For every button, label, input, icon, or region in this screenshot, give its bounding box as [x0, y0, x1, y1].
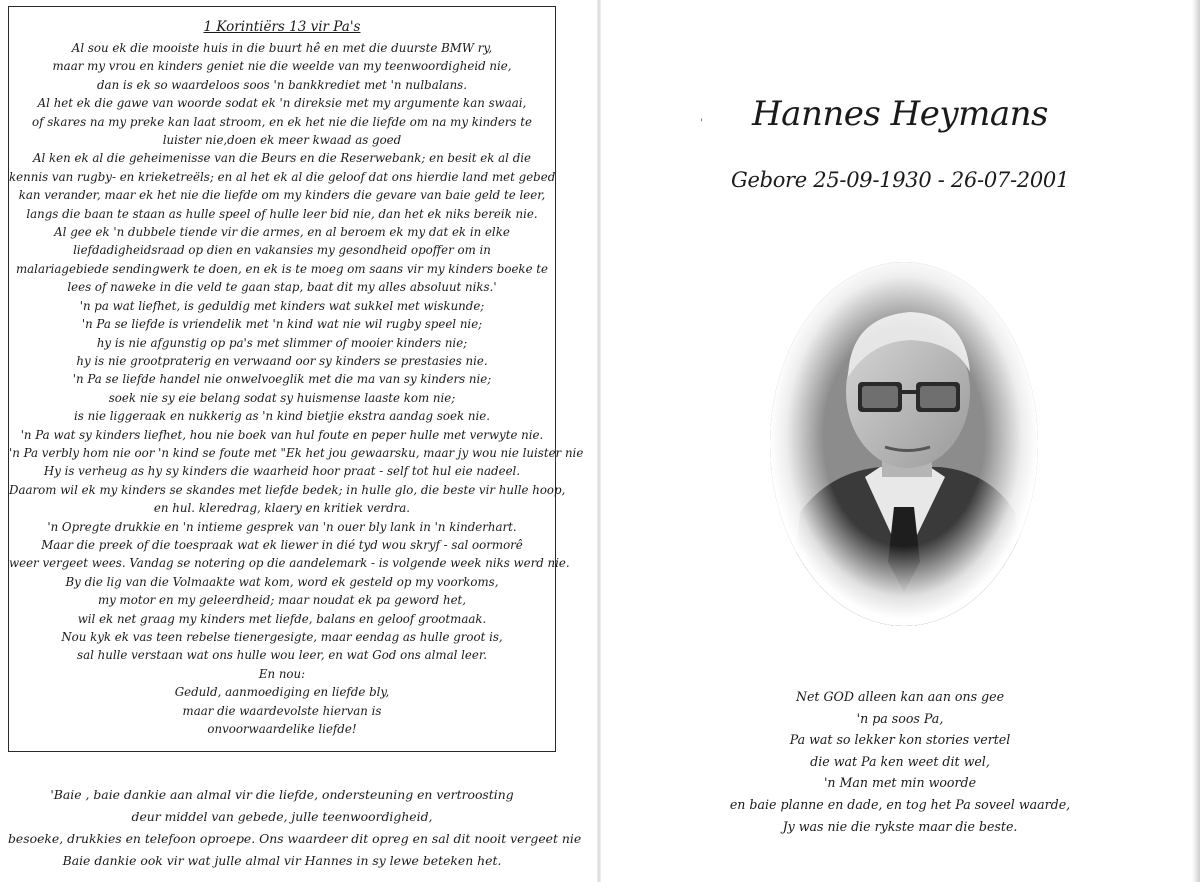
poem-line: 'n Pa verbly hom nie oor 'n kind se foute met "Ek het jou gewaarsku, maar jy wou nie luister nie: [9, 445, 584, 460]
poem-line: liefdadigheidsraad op dien en vakansies my gesondheid opoffer om in: [73, 243, 491, 258]
portrait-photo: [770, 262, 1038, 626]
poem-line: my motor en my geleerdheid; maar noudat ek pa geword het,: [97, 593, 467, 608]
thanks-line: 'Baie , baie dankie aan almal vir die liefde, ondersteuning en vertroosting: [50, 787, 514, 802]
poem-line: Al ken ek al die geheimenisse van die Beurs en die Reserwebank; en besit ek al die: [32, 151, 532, 166]
poem-line: lees of naweke in die veld te gaan stap, baat dit my alles absoluut niks.': [67, 280, 497, 295]
closing-line: Net GOD alleen kan aan ons gee: [795, 689, 1005, 704]
poem-line: malariagebiede sendingwerk te doen, en ek is te moeg om saans vir my kinders boeke te: [15, 261, 549, 276]
poem-box: [8, 6, 584, 752]
closing-line: 'n pa soos Pa,: [856, 710, 944, 726]
closing-line: Pa wat so lekker kon stories vertel: [789, 732, 1011, 748]
poem-line: 'n Pa se liefde handel nie onwelvoeglik met die ma van sy kinders nie;: [72, 372, 492, 387]
poem-line: kennis van rugby- en krieketreëls; en al het ek al die geloof dat ons hierdie land met gebed: [9, 169, 556, 184]
poem-line: en hul. kleredrag, klaery en kritiek verdra.: [153, 501, 411, 516]
poem-line: maar die waardevolste hiervan is: [182, 703, 382, 718]
thanks-message: [8, 784, 582, 872]
poem-line: soek nie sy eie belang sodat sy huismense laaste kom nie;: [108, 390, 456, 405]
poem-line: wil ek net graag my kinders met liefde, balans en geloof grootmaak.: [77, 611, 487, 626]
thanks-line: Baie dankie ook vir wat julle almal vir Hannes in sy lewe beteken het.: [62, 853, 502, 868]
life-dates: Gebore 25-09-1930 - 26-07-2001: [730, 168, 1070, 192]
poem-line: Al het ek die gawe van woorde sodat ek 'n direksie met my argumente kan swaai,: [37, 96, 527, 111]
poem-title: 1 Korintiërs 13 vir Pa's: [203, 19, 361, 35]
poem-line: Geduld, aanmoediging en liefde bly,: [174, 685, 390, 700]
poem-line: hy is nie grootpraterig en verwaand oor sy kinders se prestasies nie.: [76, 353, 488, 368]
closing-verse: [600, 686, 1200, 837]
poem-line: En nou:: [258, 666, 306, 681]
poem-line: Al gee ek 'n dubbele tiende vir die armes, en al beroem ek my dat ek in elke: [54, 225, 510, 240]
poem-line: 'n Pa wat sy kinders liefhet, hou nie boek van hul foute en peper hulle met verwyte nie.: [20, 427, 544, 442]
poem-line: of skares na my preke kan laat stroom, en ek het nie die liefde om na my kinders te: [32, 114, 532, 129]
poem-line: sal hulle verstaan wat ons hulle wou leer, en wat God ons almal leer.: [77, 648, 487, 663]
poem-line: kan verander, maar ek het nie die liefde om my kinders die gevare van baie geld te leer,: [18, 188, 546, 203]
poem-line: Daarom wil ek my kinders se skandes met liefde bedek; in hulle glo, die beste vir hulle hoop,: [9, 482, 566, 497]
poem-line: By die lig van die Volmaakte wat kom, word ek gesteld op my voorkoms,: [65, 574, 499, 589]
poem-line: maar my vrou en kinders geniet nie die weelde van my teenwoordigheid nie,: [52, 59, 512, 74]
scan-mark: ': [700, 118, 703, 129]
poem-line: is nie liggeraak en nukkerig as 'n kind bietjie ekstra aandag soek nie.: [74, 409, 490, 424]
closing-line: 'n Man met min woorde: [823, 775, 977, 791]
poem-line: dan is ek so waardeloos soos 'n bankkrediet met 'n nulbalans.: [97, 77, 467, 92]
poem-text: [9, 39, 584, 738]
closing-line: Jy was nie die rykste maar die beste.: [782, 818, 1018, 834]
poem-line: onvoorwaardelike liefde!: [207, 722, 357, 737]
poem-line: Al sou ek die mooiste huis in die buurt hê en met die duurste BMW ry,: [71, 41, 493, 55]
poem-line: Hy is verheug as hy sy kinders die waarheid hoor praat - self tot hul eie nadeel.: [43, 464, 521, 479]
right-page: [600, 0, 1200, 882]
portrait-illustration: [770, 262, 1038, 626]
closing-line: en baie planne en dade, en tog het Pa soveel waarde,: [729, 796, 1071, 812]
thanks-line: besoeke, drukkies en telefoon oproepe. Ons waardeer dit opreg en sal dit nooit vergeet nie: [8, 831, 582, 846]
poem-line: 'n pa wat liefhet, is geduldig met kinders wat sukkel met wiskunde;: [79, 298, 485, 313]
poem-line: 'n Opregte drukkie en 'n intieme gesprek van 'n ouer bly lank in 'n kinderhart.: [47, 519, 517, 534]
poem-line: luister nie,doen ek meer kwaad as goed: [162, 133, 402, 148]
poem-line: 'n Pa se liefde is vriendelik met 'n kind wat nie wil rugby speel nie;: [81, 317, 483, 332]
deceased-name: Hannes Heymans: [752, 94, 1048, 134]
poem-line: weer vergeet wees. Vandag se notering op die aandelemark - is volgende week niks werd nie.: [9, 556, 570, 571]
scan-edge: [1192, 0, 1200, 882]
poem-line: langs die baan te staan as hulle speel of hulle leer bid nie, dan het ek niks bereik nie.: [26, 206, 538, 221]
thanks-line: deur middel van gebede, julle teenwoordigheid,: [131, 809, 433, 824]
poem-line: Nou kyk ek vas teen rebelse tienergesigte, maar eendag as hulle groot is,: [61, 630, 503, 644]
poem-line: Maar die preek of die toespraak wat ek liewer in dié tyd wou skryf - sal oormorê: [41, 537, 523, 552]
poem-line: hy is nie afgunstig op pa's met slimmer of mooier kinders nie;: [96, 335, 468, 350]
closing-line: die wat Pa ken weet dit wel,: [810, 753, 990, 769]
